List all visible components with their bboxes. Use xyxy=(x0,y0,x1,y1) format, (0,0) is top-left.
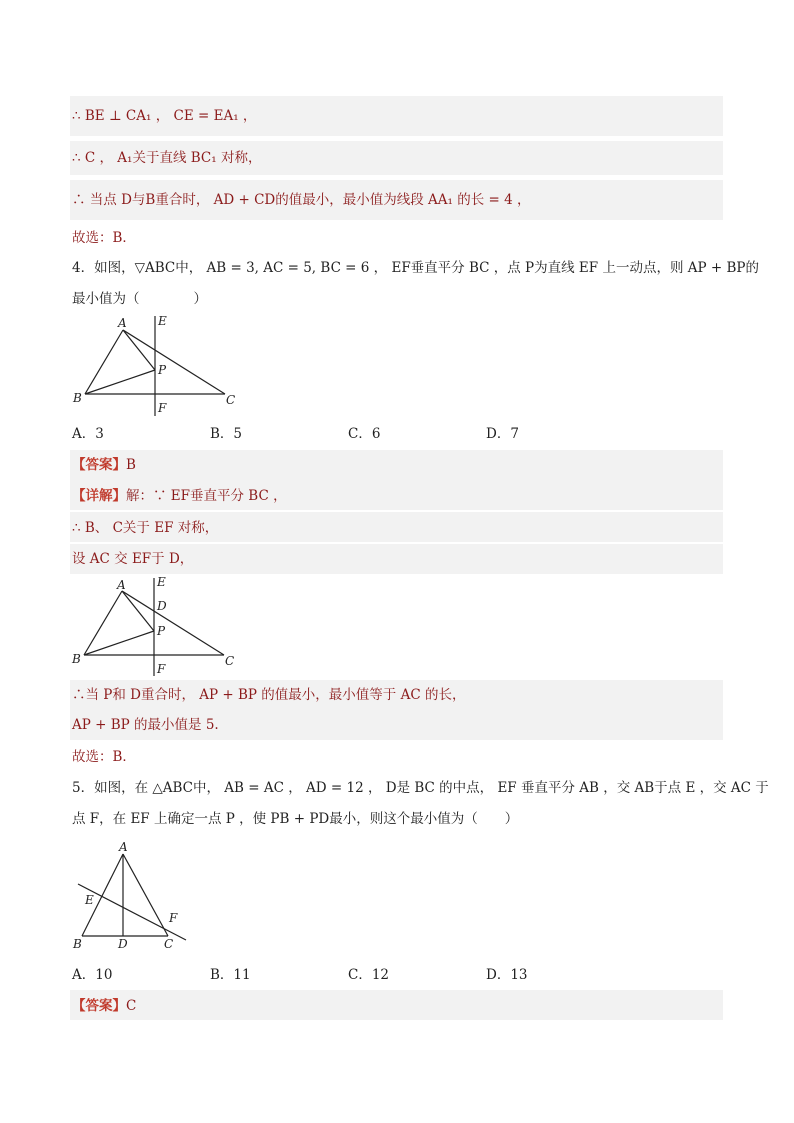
q4-answer-tag: 【答案】 xyxy=(72,457,126,473)
q5-answer-line xyxy=(72,996,136,1016)
q4-label-f: F xyxy=(158,401,167,415)
q4-detail-text-1: 解：∵ EF垂直平分 BC ， xyxy=(126,488,287,504)
prev-solution-line-2: ∴ C ， A₁关于直线 BC₁ 对称， xyxy=(72,150,262,166)
q4d-edge-ac xyxy=(122,591,224,655)
q5-answer-value: C xyxy=(126,998,137,1014)
q4d-segment-ap xyxy=(122,591,154,631)
q4-segment-ap xyxy=(123,330,155,370)
q4-stem-line-1: 4．如图，▽ABC中， AB = 3, AC = 5, BC = 6 ， EF垂直平分 BC ，点 P为直线 EF 上一动点，则 AP + BP的 xyxy=(72,260,759,276)
q5-label-c: C xyxy=(164,937,174,951)
q4-answer-line xyxy=(72,455,136,475)
q4-label-p: P xyxy=(158,363,167,377)
q4-choice: 故选：B． xyxy=(72,749,136,765)
q4d-label-p: P xyxy=(157,624,166,638)
q4-option-a: A．3 xyxy=(72,426,104,442)
q5-label-e: E xyxy=(85,893,94,907)
q5-label-f: F xyxy=(169,911,178,925)
q4-detail-tag: 【详解】 xyxy=(72,488,126,504)
q4-stem-line-2: 最小值为（ ） xyxy=(72,291,207,307)
q4-label-a: A xyxy=(118,316,127,330)
q5-label-a: A xyxy=(119,840,128,854)
q4d-label-c: C xyxy=(225,654,235,668)
answer-band-4 xyxy=(70,450,723,480)
prev-solution-line-3: ∴ 当点 D与B重合时， AD + CD的值最小，最小值为线段 AA₁ 的长 = 4 ， xyxy=(72,192,531,208)
q5-option-d: D．13 xyxy=(486,967,528,983)
q4-segment-bp xyxy=(85,370,155,394)
prev-solution-choice: 故选：B． xyxy=(72,230,136,246)
q5-label-d: D xyxy=(118,937,128,951)
q4-detail-line-1 xyxy=(72,486,287,506)
q5-stem-line-1: 5．如图，在 △ABC中， AB = AC ， AD = 12 ， D是 BC 的中点， EF 垂直平分 AB ，交 AB于点 E ，交 AC 于 xyxy=(72,780,769,796)
q4-detail-line-3: 设 AC 交 EF于 D， xyxy=(72,551,194,567)
q4-detail-line-5: AP + BP 的最小值是 5. xyxy=(72,717,219,733)
q4-edge-ac xyxy=(123,330,225,394)
q5-label-b: B xyxy=(73,937,82,951)
q4-edge-ab xyxy=(85,330,123,394)
prev-solution-line-1: ∴ BE ⊥ CA₁ ， CE = EA₁ ， xyxy=(72,108,257,124)
q4-label-b: B xyxy=(73,391,82,405)
q4-detail-figure xyxy=(70,574,240,680)
q4-detail-line-2: ∴ B、 C关于 EF 对称， xyxy=(72,520,219,536)
q4-answer-value: B xyxy=(126,457,136,473)
q4d-label-e: E xyxy=(157,575,166,589)
q5-answer-tag: 【答案】 xyxy=(72,998,126,1014)
q5-option-c: C．12 xyxy=(348,967,390,983)
q4-detail-line-4: ∴当 P和 D重合时， AP + BP 的值最小，最小值等于 AC 的长， xyxy=(72,687,466,703)
q4d-label-f: F xyxy=(157,662,166,676)
q5-edge-ac xyxy=(123,854,168,936)
q5-figure xyxy=(68,838,198,954)
q4-label-c: C xyxy=(226,393,236,407)
q4d-label-a: A xyxy=(117,578,126,592)
q5-option-b: B．11 xyxy=(210,967,251,983)
q4-figure xyxy=(70,312,250,422)
q4d-label-d: D xyxy=(157,599,167,613)
answer-band-10 xyxy=(70,990,723,1020)
q4d-edge-ab xyxy=(84,591,122,655)
q4-option-c: C．6 xyxy=(348,426,381,442)
q4d-label-b: B xyxy=(72,652,81,666)
q4-option-b: B．5 xyxy=(210,426,243,442)
q5-option-a: A．10 xyxy=(72,967,113,983)
q4d-segment-bp xyxy=(84,631,154,655)
q4-label-e: E xyxy=(158,314,167,328)
q5-stem-line-2: 点 F，在 EF 上确定一点 P ，使 PB + PD最小，则这个最小值为（ ） xyxy=(72,811,519,827)
q4-option-d: D．7 xyxy=(486,426,519,442)
